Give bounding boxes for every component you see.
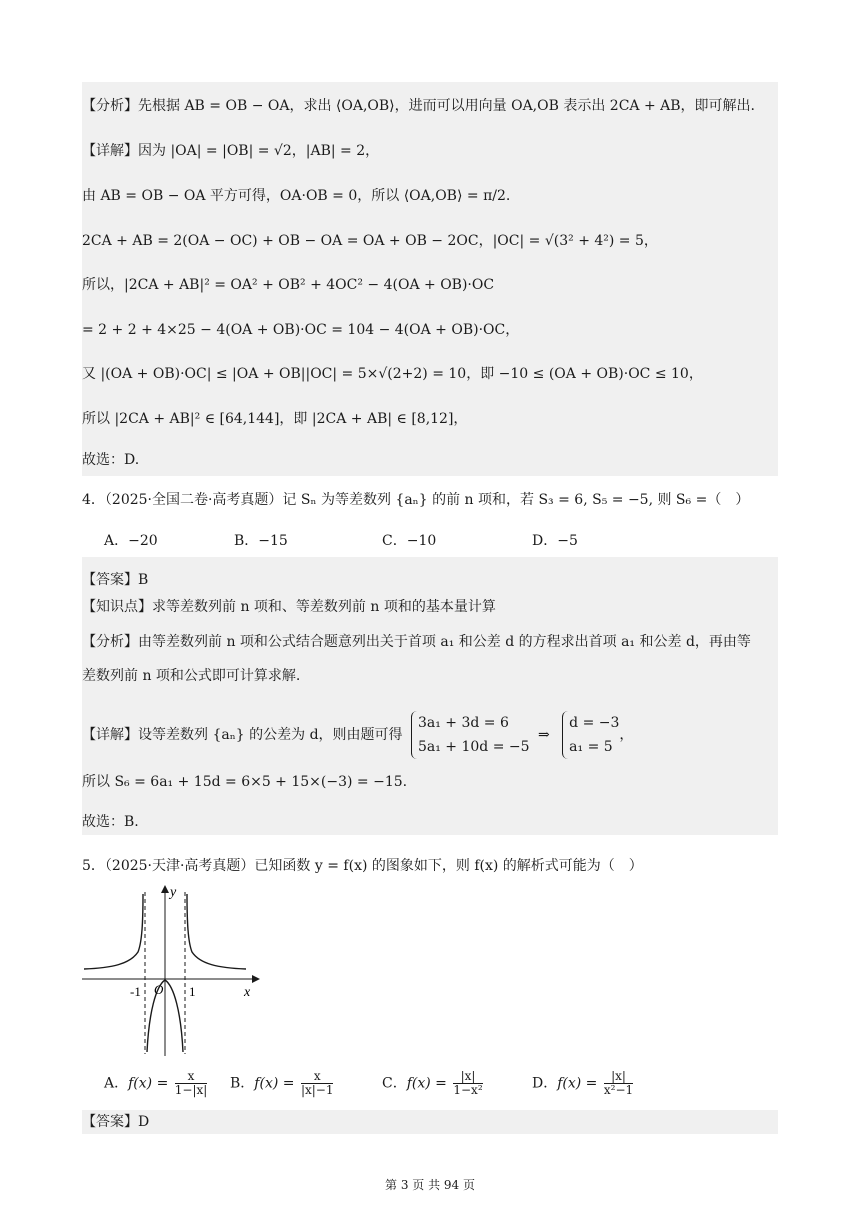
q5-stem bbox=[82, 856, 643, 876]
choice-b: B．f(x) = $\frac{x}{|x|-1}$ bbox=[230, 1069, 334, 1097]
conclusion-text: 故选：B. bbox=[82, 814, 139, 830]
q4-analysis-1 bbox=[82, 632, 751, 652]
choice-b: B．−15 bbox=[234, 533, 288, 549]
page-footer: 第 3 页 共 94 页 bbox=[385, 1178, 475, 1192]
q4-answer bbox=[82, 570, 148, 590]
detail-line: 所以 |2CA + AB|² ∈ [64,144]，即 |2CA + AB| ∈ [8,12]， bbox=[82, 411, 468, 427]
detail-line: 又 |(OA + OB)·OC| ≤ |OA + OB||OC| = 5×√(2+2) = 10，即 −10 ≤ (OA + OB)·OC ≤ 10， bbox=[82, 366, 703, 382]
tick-label-pos: 1 bbox=[189, 984, 196, 999]
detail-line: 所以，|2CA + AB|² = OA² + OB² + 4OC² − 4(OA + OB)·OC bbox=[82, 277, 495, 293]
analysis-text: 差数列前 n 项和公式即可计算求解. bbox=[82, 668, 301, 684]
answer-tag: 【答案】 bbox=[82, 572, 138, 588]
q5-answer bbox=[82, 1112, 149, 1132]
answer-tag: 【答案】 bbox=[82, 1114, 138, 1130]
choice-d: D．−5 bbox=[532, 533, 578, 549]
detail-tag: 【详解】 bbox=[82, 143, 138, 159]
answer-value: B bbox=[138, 572, 149, 588]
choice-c: C．−10 bbox=[382, 533, 437, 549]
q3-detail-1 bbox=[82, 141, 379, 161]
q3-detail-7 bbox=[82, 409, 467, 429]
knowledge-text: 求等差数列前 n 项和、等差数列前 n 项和的基本量计算 bbox=[152, 599, 496, 615]
question-stem: 5．（2025·天津·高考真题）已知函数 y = f(x) 的图象如下，则 f(x) 的解析式可能为（ ） bbox=[82, 858, 643, 874]
function-graph bbox=[82, 882, 262, 1058]
analysis-text: 由等差数列前 n 项和公式结合题意列出关于首项 a₁ 和公差 d 的方程求出首项 a₁ 和公差 d，再由等 bbox=[138, 634, 751, 650]
question-stem: 4．（2025·全国二卷·高考真题）记 Sₙ 为等差数列 {aₙ} 的前 n 项和，若 S₃ = 6, S₅ = −5, 则 S₆ =（ ） bbox=[82, 492, 750, 508]
detail-line: = 2 + 2 + 4×25 − 4(OA + OB)·OC = 104 − 4(OA + OB)·OC， bbox=[82, 322, 520, 338]
detail-line: 由 AB = OB − OA 平方可得，OA·OB = 0，所以 ⟨OA,OB⟩ = π/2. bbox=[82, 188, 511, 204]
analysis-tag: 【分析】 bbox=[82, 98, 138, 114]
q3-analysis bbox=[82, 96, 755, 116]
x-axis-label: x bbox=[244, 985, 251, 1000]
detail-line: 设等差数列 {aₙ} 的公差为 d，则由题可得 bbox=[138, 727, 403, 743]
q3-conclusion bbox=[82, 450, 139, 470]
detail-tag: 【详解】 bbox=[82, 727, 138, 743]
choice-a: A．f(x) = $\frac{x}{1-|x|}$ bbox=[104, 1069, 208, 1097]
answer-value: D bbox=[138, 1114, 150, 1130]
choice-a: A．−20 bbox=[104, 533, 158, 549]
q3-detail-2 bbox=[82, 186, 510, 206]
q3-detail-3 bbox=[82, 231, 658, 251]
analysis-tag: 【分析】 bbox=[82, 634, 138, 650]
detail-line: 因为 |OA| = |OB| = √2，|AB| = 2， bbox=[138, 143, 380, 159]
choice-c: C．f(x) = $\frac{|x|}{\text{1−x²}}$ bbox=[382, 1069, 483, 1097]
choice-d: D．f(x) = $\frac{|x|}{\text{x²−1}}$ bbox=[532, 1069, 634, 1097]
analysis-text: 先根据 AB = OB − OA，求出 ⟨OA,OB⟩，进而可以用向量 OA,OB 表示出 2CA + AB，即可解出. bbox=[138, 98, 756, 114]
q4-stem bbox=[82, 490, 749, 510]
q4-conclusion bbox=[82, 812, 139, 832]
q3-detail-5 bbox=[82, 320, 519, 340]
knowledge-tag: 【知识点】 bbox=[82, 599, 152, 615]
origin-label: O bbox=[154, 982, 164, 997]
detail-line: 所以 S₆ = 6a₁ + 15d = 6×5 + 15×(−3) = −15. bbox=[82, 774, 408, 790]
q3-detail-6 bbox=[82, 364, 703, 384]
solution-system: d = −3 a₁ = 5 bbox=[562, 711, 619, 759]
conclusion-text: 故选：D. bbox=[82, 452, 140, 468]
q5-solution-block bbox=[82, 1110, 778, 1134]
equation-system: 3a₁ + 3d = 6 5a₁ + 10d = −5 bbox=[411, 711, 530, 759]
q4-detail-1: 【详解】设等差数列 {aₙ} 的公差为 d，则由题可得 3a₁ + 3d = 6 5a₁ + 10d = −5 ⇒ d = −3 a₁ = 5 ， bbox=[82, 708, 633, 762]
detail-line: 2CA + AB = 2(OA − OC) + OB − OA = OA + OB − 2OC，|OC| = √(3² + 4²) = 5， bbox=[82, 233, 658, 249]
q4-knowledge bbox=[82, 597, 496, 617]
tick-label-neg: -1 bbox=[130, 984, 141, 999]
q4-detail-2 bbox=[82, 772, 407, 792]
y-axis-label: y bbox=[170, 885, 177, 900]
q4-analysis-2 bbox=[82, 666, 300, 686]
q3-detail-4 bbox=[82, 275, 494, 295]
